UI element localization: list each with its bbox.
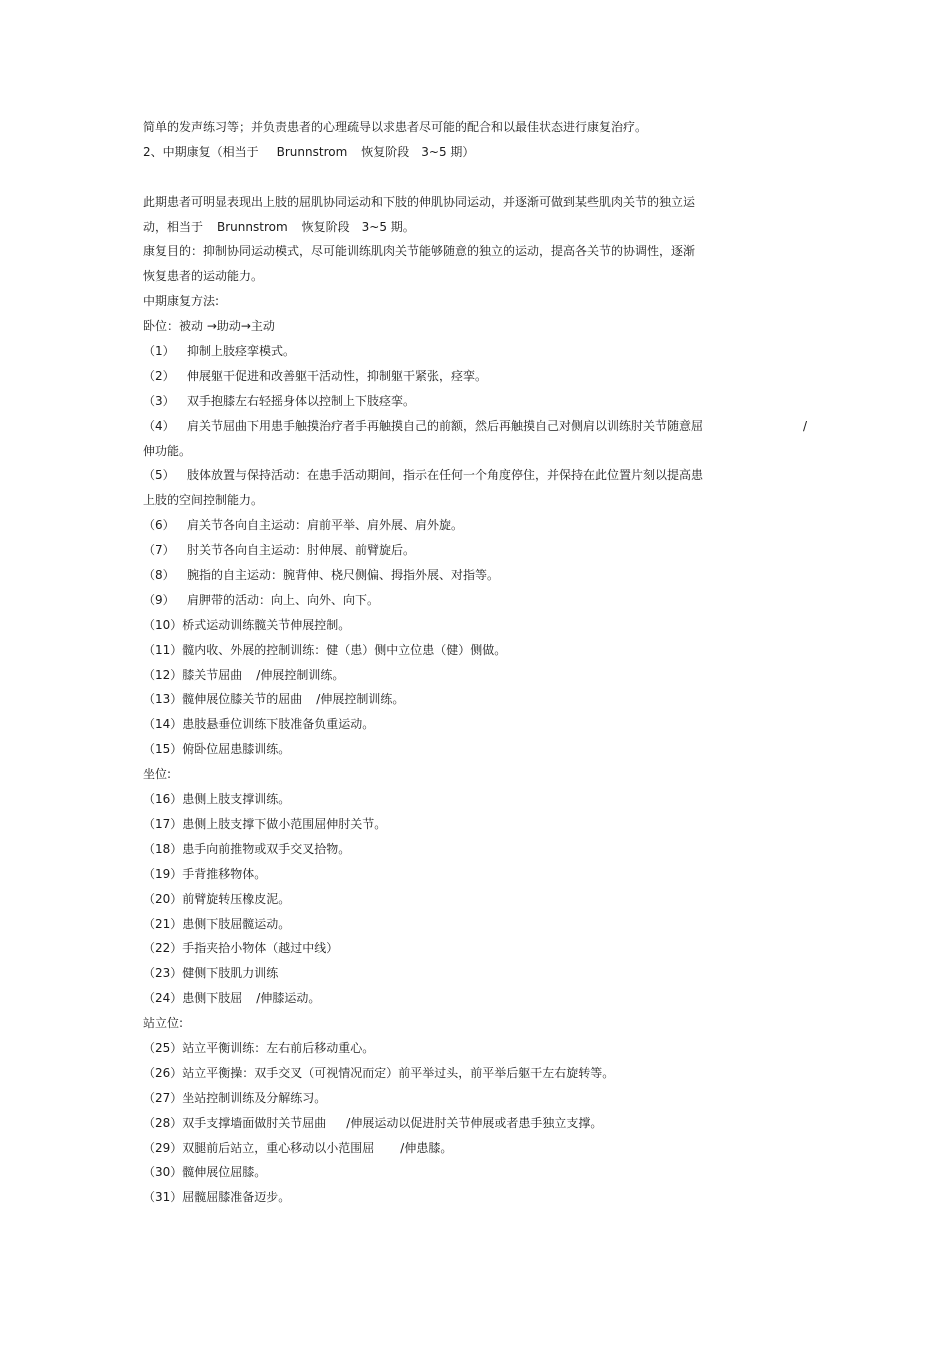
heading-part: Brunnstrom: [276, 144, 348, 159]
list-item: （18）患手向前推物或双手交叉拾物。: [143, 841, 351, 856]
item-number: （7）: [143, 543, 175, 558]
item-slash: /: [803, 418, 808, 433]
list-item: [143, 513, 813, 538]
list-item: [143, 364, 813, 389]
item-text: 肩关节屈曲下用患手触摸治疗者手再触摸自己的前额，然后再触摸自己对侧肩以训练肘关节随意屈: [187, 418, 704, 433]
list-item: （20）前臂旋转压橡皮泥。: [143, 891, 291, 906]
list-item: （30）髋伸展位屈膝。: [143, 1165, 267, 1180]
text-line: 卧位：被动 →助动→主动: [143, 319, 275, 334]
item-text: /伸展控制训练。: [256, 667, 345, 682]
list-item: （25）站立平衡训练：左右前后移动重心。: [143, 1040, 375, 1055]
list-item: （31）屈髋屈膝准备迈步。: [143, 1190, 291, 1205]
item-text: 伸展躯干促进和改善躯干活动性，抑制躯干紧张，痉挛。: [187, 368, 488, 383]
item-text: 肩关节各向自主运动：肩前平举、肩外展、肩外旋。: [187, 518, 464, 533]
list-item: （17）患侧上肢支撑下做小范围屈伸肘关节。: [143, 816, 387, 831]
document-page: [143, 115, 813, 1210]
text-line: 简单的发声练习等；并负责患者的心理疏导以求患者尽可能的配合和以最佳状态进行康复治疗。: [143, 120, 648, 134]
heading-part: 恢复阶段: [361, 144, 410, 159]
item-text: （13）髋伸展位膝关节的屈曲: [143, 692, 303, 707]
item-text: （29）双腿前后站立，重心移动以小范围屈: [143, 1140, 375, 1155]
item-text: 双手抱膝左右轻摇身体以控制上下肢痉挛。: [187, 393, 416, 408]
item-text: 肩胛带的活动：向上、向外、向下。: [187, 592, 380, 607]
list-item: （22）手指夹拾小物体（越过中线）: [143, 941, 339, 956]
list-item: [143, 538, 813, 563]
item-text: 腕指的自主运动：腕背伸、桡尺侧偏、拇指外展、对指等。: [187, 568, 500, 583]
list-item: （21）患侧下肢屈髋运动。: [143, 916, 291, 931]
text-line: 康复目的：抑制协同运动模式，尽可能训练肌肉关节能够随意的独立的运动，提高各关节的协调性，逐渐: [143, 244, 696, 259]
item-number: （8）: [143, 568, 175, 583]
list-item: （19）手背推移物体。: [143, 866, 267, 881]
list-item: [143, 339, 813, 364]
item-text: （24）患侧下肢屈: [143, 991, 243, 1006]
item-text: 肘关节各向自主运动：肘伸展、前臂旋后。: [187, 543, 416, 558]
item-number: （9）: [143, 592, 175, 607]
text-part: 3~5 期。: [361, 219, 415, 234]
subsection-label: 坐位:: [143, 767, 172, 782]
text-part: 恢复阶段: [301, 219, 350, 234]
list-item: （11）髋内收、外展的控制训练：健（患）侧中立位患（健）侧做。: [143, 642, 507, 657]
item-text: /伸患膝。: [400, 1140, 453, 1155]
text-line: 中期康复方法:: [143, 294, 220, 309]
list-item: [143, 463, 813, 488]
item-text: /伸展控制训练。: [316, 692, 405, 707]
blank-line: [143, 165, 813, 190]
section-heading: [143, 140, 813, 165]
item-number: （6）: [143, 518, 175, 533]
list-item: [143, 986, 813, 1011]
list-item-continuation: 上肢的空间控制能力。: [143, 493, 264, 508]
heading-part: 3~5 期）: [421, 144, 475, 159]
list-item: [143, 563, 813, 588]
text-part: Brunnstrom: [217, 219, 288, 234]
list-item: （26）站立平衡操：双手交叉（可视情况而定）前平举过头，前平举后躯干左右旋转等。: [143, 1065, 615, 1080]
subsection-label: 站立位:: [143, 1016, 184, 1031]
list-item-continuation: 伸功能。: [143, 443, 192, 458]
heading-part: 2、中期康复（相当于: [143, 144, 259, 159]
text-line: 恢复患者的运动能力。: [143, 269, 264, 284]
list-item: [143, 414, 813, 439]
item-text: （12）膝关节屈曲: [143, 667, 243, 682]
list-item: （15）俯卧位屈患膝训练。: [143, 742, 291, 757]
text-part: 动，相当于: [143, 219, 204, 234]
item-text: （28）双手支撑墙面做肘关节屈曲: [143, 1115, 327, 1130]
item-text: 抑制上肢痉挛模式。: [187, 344, 296, 359]
item-number: （3）: [143, 393, 175, 408]
list-item: [143, 663, 813, 688]
text-line: [143, 215, 813, 240]
list-item: （23）健侧下肢肌力训练: [143, 966, 279, 981]
item-number: （5）: [143, 468, 175, 483]
text-line: 此期患者可明显表现出上肢的屈肌协同运动和下肢的伸肌协同运动，并逐渐可做到某些肌肉关节的独立运: [143, 194, 696, 209]
item-number: （2）: [143, 368, 175, 383]
list-item: （27）坐站控制训练及分解练习。: [143, 1090, 327, 1105]
item-number: （4）: [143, 418, 175, 433]
list-item: [143, 1136, 813, 1161]
list-item: [143, 1111, 813, 1136]
item-text: /伸膝运动。: [256, 991, 321, 1006]
list-item: [143, 588, 813, 613]
list-item: [143, 687, 813, 712]
list-item: （10）桥式运动训练髋关节伸展控制。: [143, 617, 351, 632]
item-text: /伸展运动以促进肘关节伸展或者患手独立支撑。: [346, 1115, 603, 1130]
item-text: 肢体放置与保持活动：在患手活动期间，指示在任何一个角度停住，并保持在此位置片刻以提高患: [187, 468, 704, 483]
list-item: （16）患侧上肢支撑训练。: [143, 792, 291, 807]
item-number: （1）: [143, 344, 175, 359]
list-item: [143, 389, 813, 414]
list-item: （14）患肢悬垂位训练下肢准备负重运动。: [143, 717, 375, 732]
